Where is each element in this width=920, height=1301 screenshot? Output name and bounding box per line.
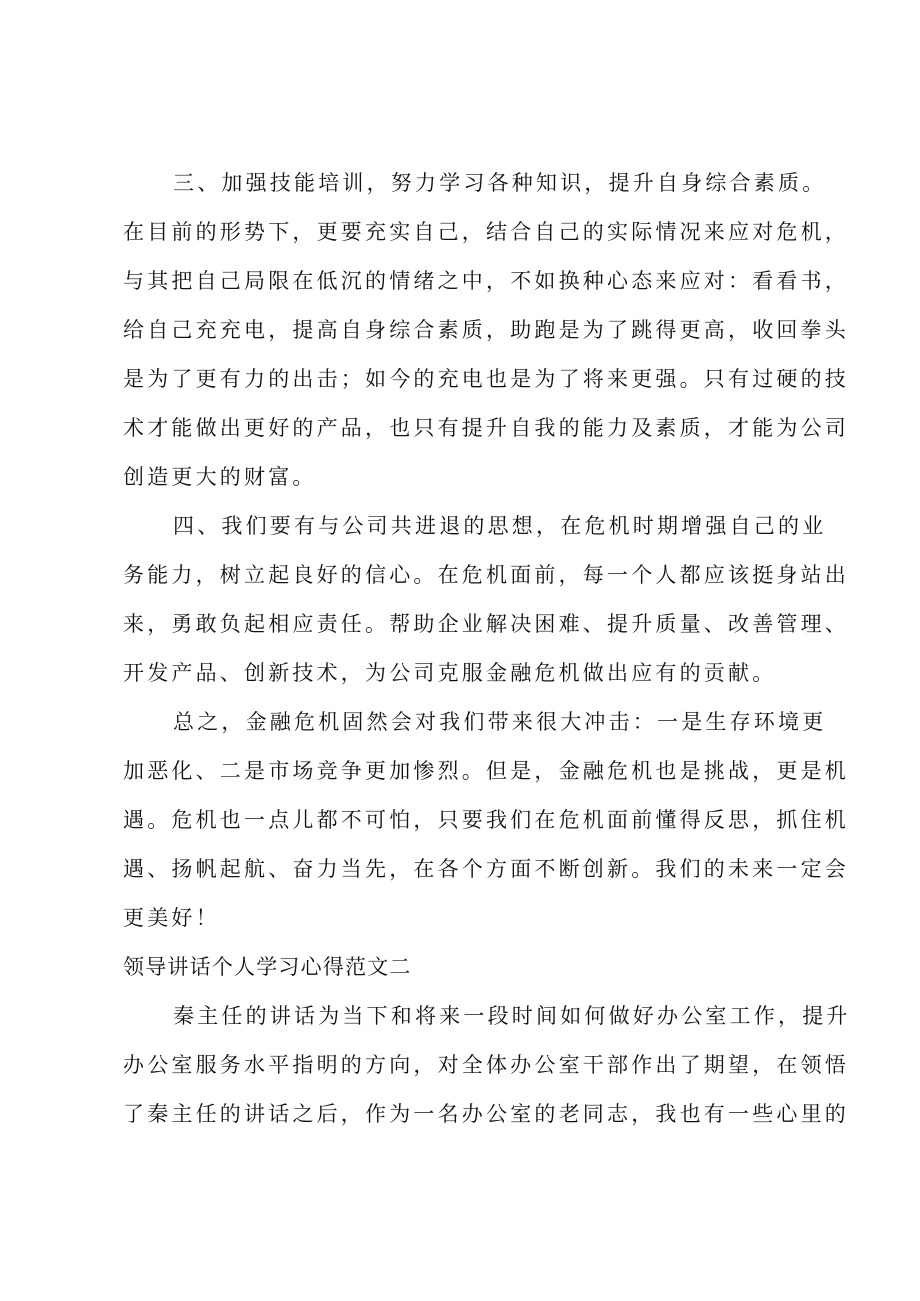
paragraph-5-line-1: 总之，金融危机固然会对我们带来很大冲击：一是生存环境更 [173, 710, 827, 734]
paragraph-6-line-3: 了秦主任的讲话之后，作为一名办公室的老同志，我也有一些心里的 [123, 1102, 849, 1126]
paragraph-3-line-6: 术才能做出更好的产品，也只有提升自我的能力及素质，才能为公司 [123, 416, 849, 440]
paragraph-3-line-1: 三、加强技能培训，努力学习各种知识，提升自身综合素质。 [173, 171, 827, 195]
section-heading: 领导讲话个人学习心得范文二 [123, 955, 412, 979]
paragraph-4-line-3: 来，勇敢负起相应责任。帮助企业解决困难、提升质量、改善管理、 [123, 612, 849, 636]
paragraph-3-line-2: 在目前的形势下，更要充实自己，结合自己的实际情况来应对危机， [123, 220, 849, 244]
paragraph-4-line-2: 务能力，树立起良好的信心。在危机面前，每一个人都应该挺身站出 [123, 563, 849, 587]
paragraph-4-line-1: 四、我们要有与公司共进退的思想，在危机时期增强自己的业 [173, 514, 827, 538]
paragraph-4-line-4: 开发产品、创新技术，为公司克服金融危机做出应有的贡献。 [123, 661, 777, 685]
paragraph-3-line-4: 给自己充充电，提高自身综合素质，助跑是为了跳得更高，收回拳头 [123, 318, 849, 342]
paragraph-5-line-4: 遇、扬帆起航、奋力当先，在各个方面不断创新。我们的未来一定会 [123, 857, 849, 881]
paragraph-5-line-3: 遇。危机也一点儿都不可怕，只要我们在危机面前懂得反思，抓住机 [123, 808, 849, 832]
paragraph-3-line-7: 创造更大的财富。 [123, 465, 317, 489]
paragraph-3-line-5: 是为了更有力的出击；如今的充电也是为了将来更强。只有过硬的技 [123, 367, 849, 391]
paragraph-5-line-5: 更美好！ [123, 906, 220, 930]
paragraph-3-line-3: 与其把自己局限在低沉的情绪之中，不如换种心态来应对：看看书， [123, 269, 849, 293]
paragraph-5-line-2: 加恶化、二是市场竞争更加惨烈。但是，金融危机也是挑战，更是机 [123, 759, 849, 783]
paragraph-6-line-1: 秦主任的讲话为当下和将来一段时间如何做好办公室工作，提升 [173, 1004, 851, 1028]
paragraph-6-line-2: 办公室服务水平指明的方向，对全体办公室干部作出了期望，在领悟 [123, 1053, 849, 1077]
